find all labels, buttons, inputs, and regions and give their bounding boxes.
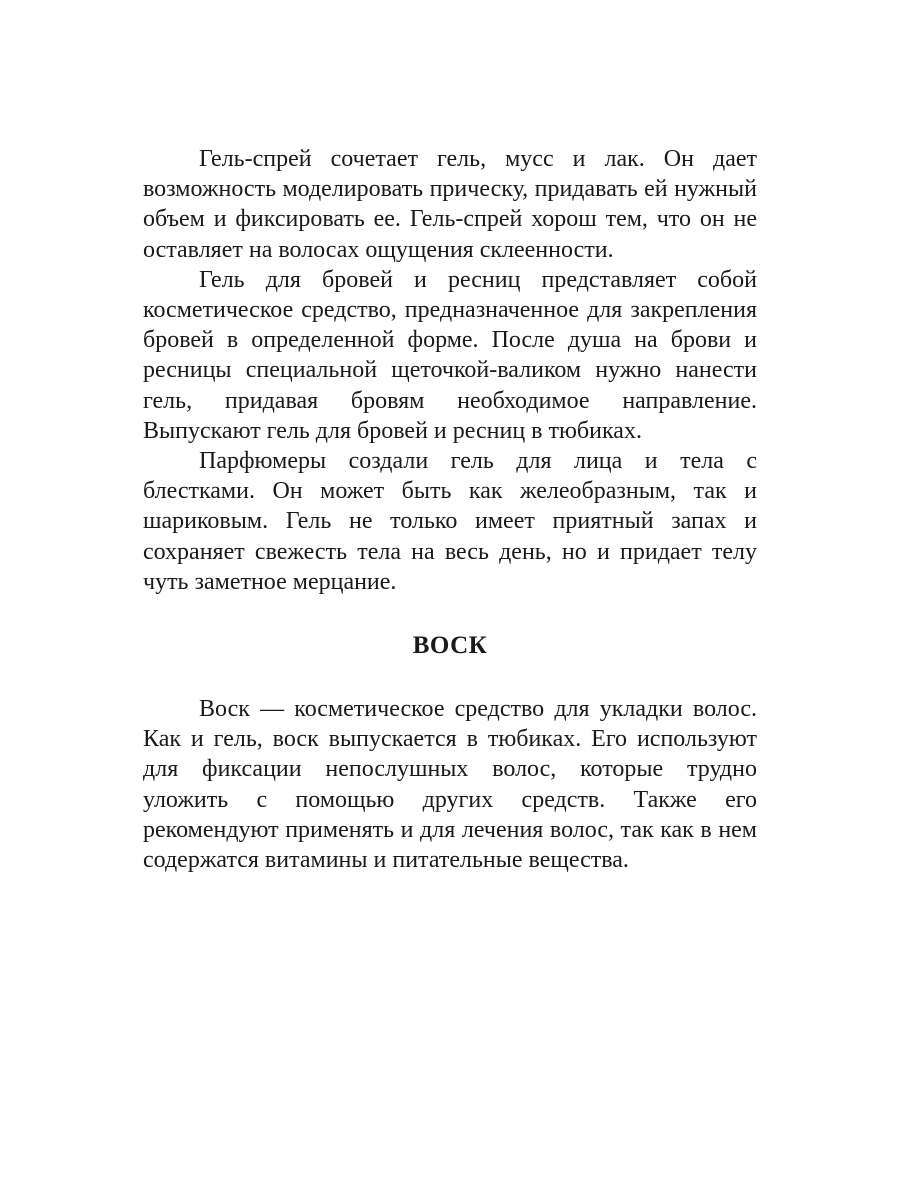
paragraph-wax: Воск — косметическое средство для укладки волос. Как и гель, воск выпускается в тюбиках. Его используют для фиксации непослушных волос, которые трудно уложить с помощью других средств. Также его рекомендуют применять и для лечения волос, так как в нем содержатся витамины и питательные вещества. xyxy=(143,696,757,874)
paragraph-brow-gel: Гель для бровей и ресниц представляет собой косметическое средство, предназначенное для закрепления бровей в определенной форме. После душа на брови и ресницы специальной щеточкой-валиком нужно нанести гель, придавая бровям необходимое направление. Выпускают гель для бровей и ресниц в тюбиках. xyxy=(143,266,757,444)
book-page xyxy=(143,144,757,875)
paragraph-glitter-gel: Парфюмеры создали гель для лица и тела с блестками. Он может быть как желеобразным, так и шариковым. Гель не только имеет приятный запах и сохраняет свежесть тела на весь день, но и придает телу чуть заметное мерцание. xyxy=(143,448,757,595)
section-heading-wax: ВОСК xyxy=(412,632,488,660)
paragraph-gel-spray: Гель-спрей сочетает гель, мусс и лак. Он дает возможность моделировать прическу, придавать ей нужный объем и фиксировать ее. Гель-спрей хорош тем, что он не оставляет на волосах ощущения склеенности. xyxy=(143,146,757,263)
